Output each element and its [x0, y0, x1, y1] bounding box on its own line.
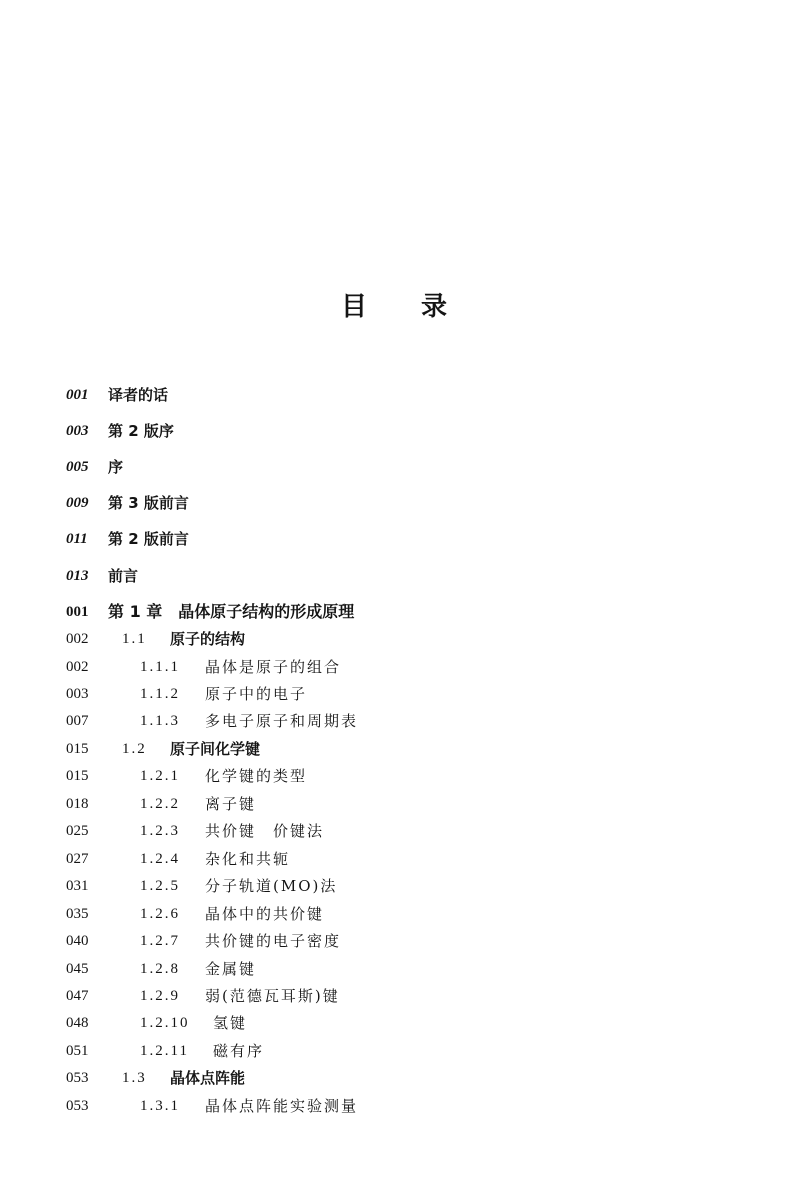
toc-page-number: 001: [66, 387, 89, 403]
toc-entry-title: 第 3 版前言: [108, 494, 189, 512]
toc-page-number: 035: [66, 906, 89, 922]
toc-page-number: 005: [66, 459, 89, 475]
toc-entry-title: 序: [108, 458, 124, 476]
toc-page-number: 027: [66, 851, 89, 867]
toc-page-number: 011: [66, 531, 88, 547]
toc-page-number: 018: [66, 796, 89, 812]
toc-page-number: 003: [66, 423, 89, 439]
chapter-title: 晶体原子结构的形成原理: [178, 602, 355, 621]
toc-page-number: 013: [66, 568, 89, 584]
section-number: 1.1.3: [140, 713, 180, 729]
section-number: 1.2.3: [140, 823, 180, 839]
toc-page-number: 045: [66, 961, 89, 977]
toc-entry-title: 共价键 价键法: [205, 822, 325, 840]
toc-page-number: 015: [66, 768, 89, 784]
toc-chapter-heading: [108, 600, 354, 624]
toc-entry-title: 分子轨道(MO)法: [205, 877, 338, 895]
page-title-char: 录: [421, 292, 450, 322]
toc-entry-title: 译者的话: [108, 386, 169, 404]
toc-page-number: 002: [66, 631, 89, 647]
toc-entry-title: 杂化和共轭: [205, 850, 291, 868]
section-number: 1.2.1: [140, 768, 180, 784]
toc-page-number: 053: [66, 1098, 89, 1114]
section-number: 1.2.11: [140, 1043, 189, 1059]
section-number: 1.1: [122, 631, 147, 647]
toc-page-number: 053: [66, 1070, 89, 1086]
page-title-char: 目: [340, 292, 369, 322]
toc-entry-title: 原子的结构: [170, 630, 246, 648]
chapter-number: 第 1 章: [108, 602, 163, 621]
section-number: 1.2.7: [140, 933, 180, 949]
section-number: 1.2.6: [140, 906, 180, 922]
toc-entry-title: 原子中的电子: [205, 685, 308, 703]
toc-page-number: 015: [66, 741, 89, 757]
toc-entry-title: 共价键的电子密度: [205, 932, 342, 950]
toc-page-number: 051: [66, 1043, 89, 1059]
toc-page-number: 031: [66, 878, 89, 894]
toc-page-number: 001: [66, 604, 89, 620]
toc-entry-title: 化学键的类型: [205, 767, 308, 785]
toc-entry-title: 氢键: [213, 1014, 248, 1032]
section-number: 1.3.1: [140, 1098, 180, 1114]
toc-entry-title: 晶体中的共价键: [205, 905, 325, 923]
toc-page-number: 040: [66, 933, 89, 949]
toc-page-number: 048: [66, 1015, 89, 1031]
section-number: 1.2: [122, 741, 147, 757]
toc-page-number: 047: [66, 988, 89, 1004]
section-number: 1.1.2: [140, 686, 180, 702]
toc-entry-title: 弱(范德瓦耳斯)键: [205, 987, 340, 1005]
section-number: 1.2.9: [140, 988, 180, 1004]
toc-entry-title: 前言: [108, 567, 139, 585]
section-number: 1.2.5: [140, 878, 180, 894]
section-number: 1.2.10: [140, 1015, 190, 1031]
toc-page-number: 025: [66, 823, 89, 839]
toc-entry-title: 多电子原子和周期表: [205, 712, 359, 730]
toc-entry-title: 金属键: [205, 960, 257, 978]
toc-page-number: 002: [66, 659, 89, 675]
toc-entry-title: 第 2 版前言: [108, 530, 189, 548]
section-number: 1.2.4: [140, 851, 180, 867]
section-number: 1.2.8: [140, 961, 180, 977]
toc-entry-title: 晶体点阵能实验测量: [205, 1097, 359, 1115]
toc-entry-title: 晶体点阵能: [170, 1069, 246, 1087]
toc-entry-title: 离子键: [205, 795, 257, 813]
toc-entry-title: 晶体是原子的组合: [205, 658, 342, 676]
toc-entry-title: 磁有序: [213, 1042, 265, 1060]
toc-page-number: 003: [66, 686, 89, 702]
toc-entry-title: 第 2 版序: [108, 422, 174, 440]
toc-entry-title: 原子间化学键: [170, 740, 261, 758]
toc-page-number: 007: [66, 713, 89, 729]
section-number: 1.3: [122, 1070, 147, 1086]
section-number: 1.2.2: [140, 796, 180, 812]
section-number: 1.1.1: [140, 659, 180, 675]
toc-page-number: 009: [66, 495, 89, 511]
